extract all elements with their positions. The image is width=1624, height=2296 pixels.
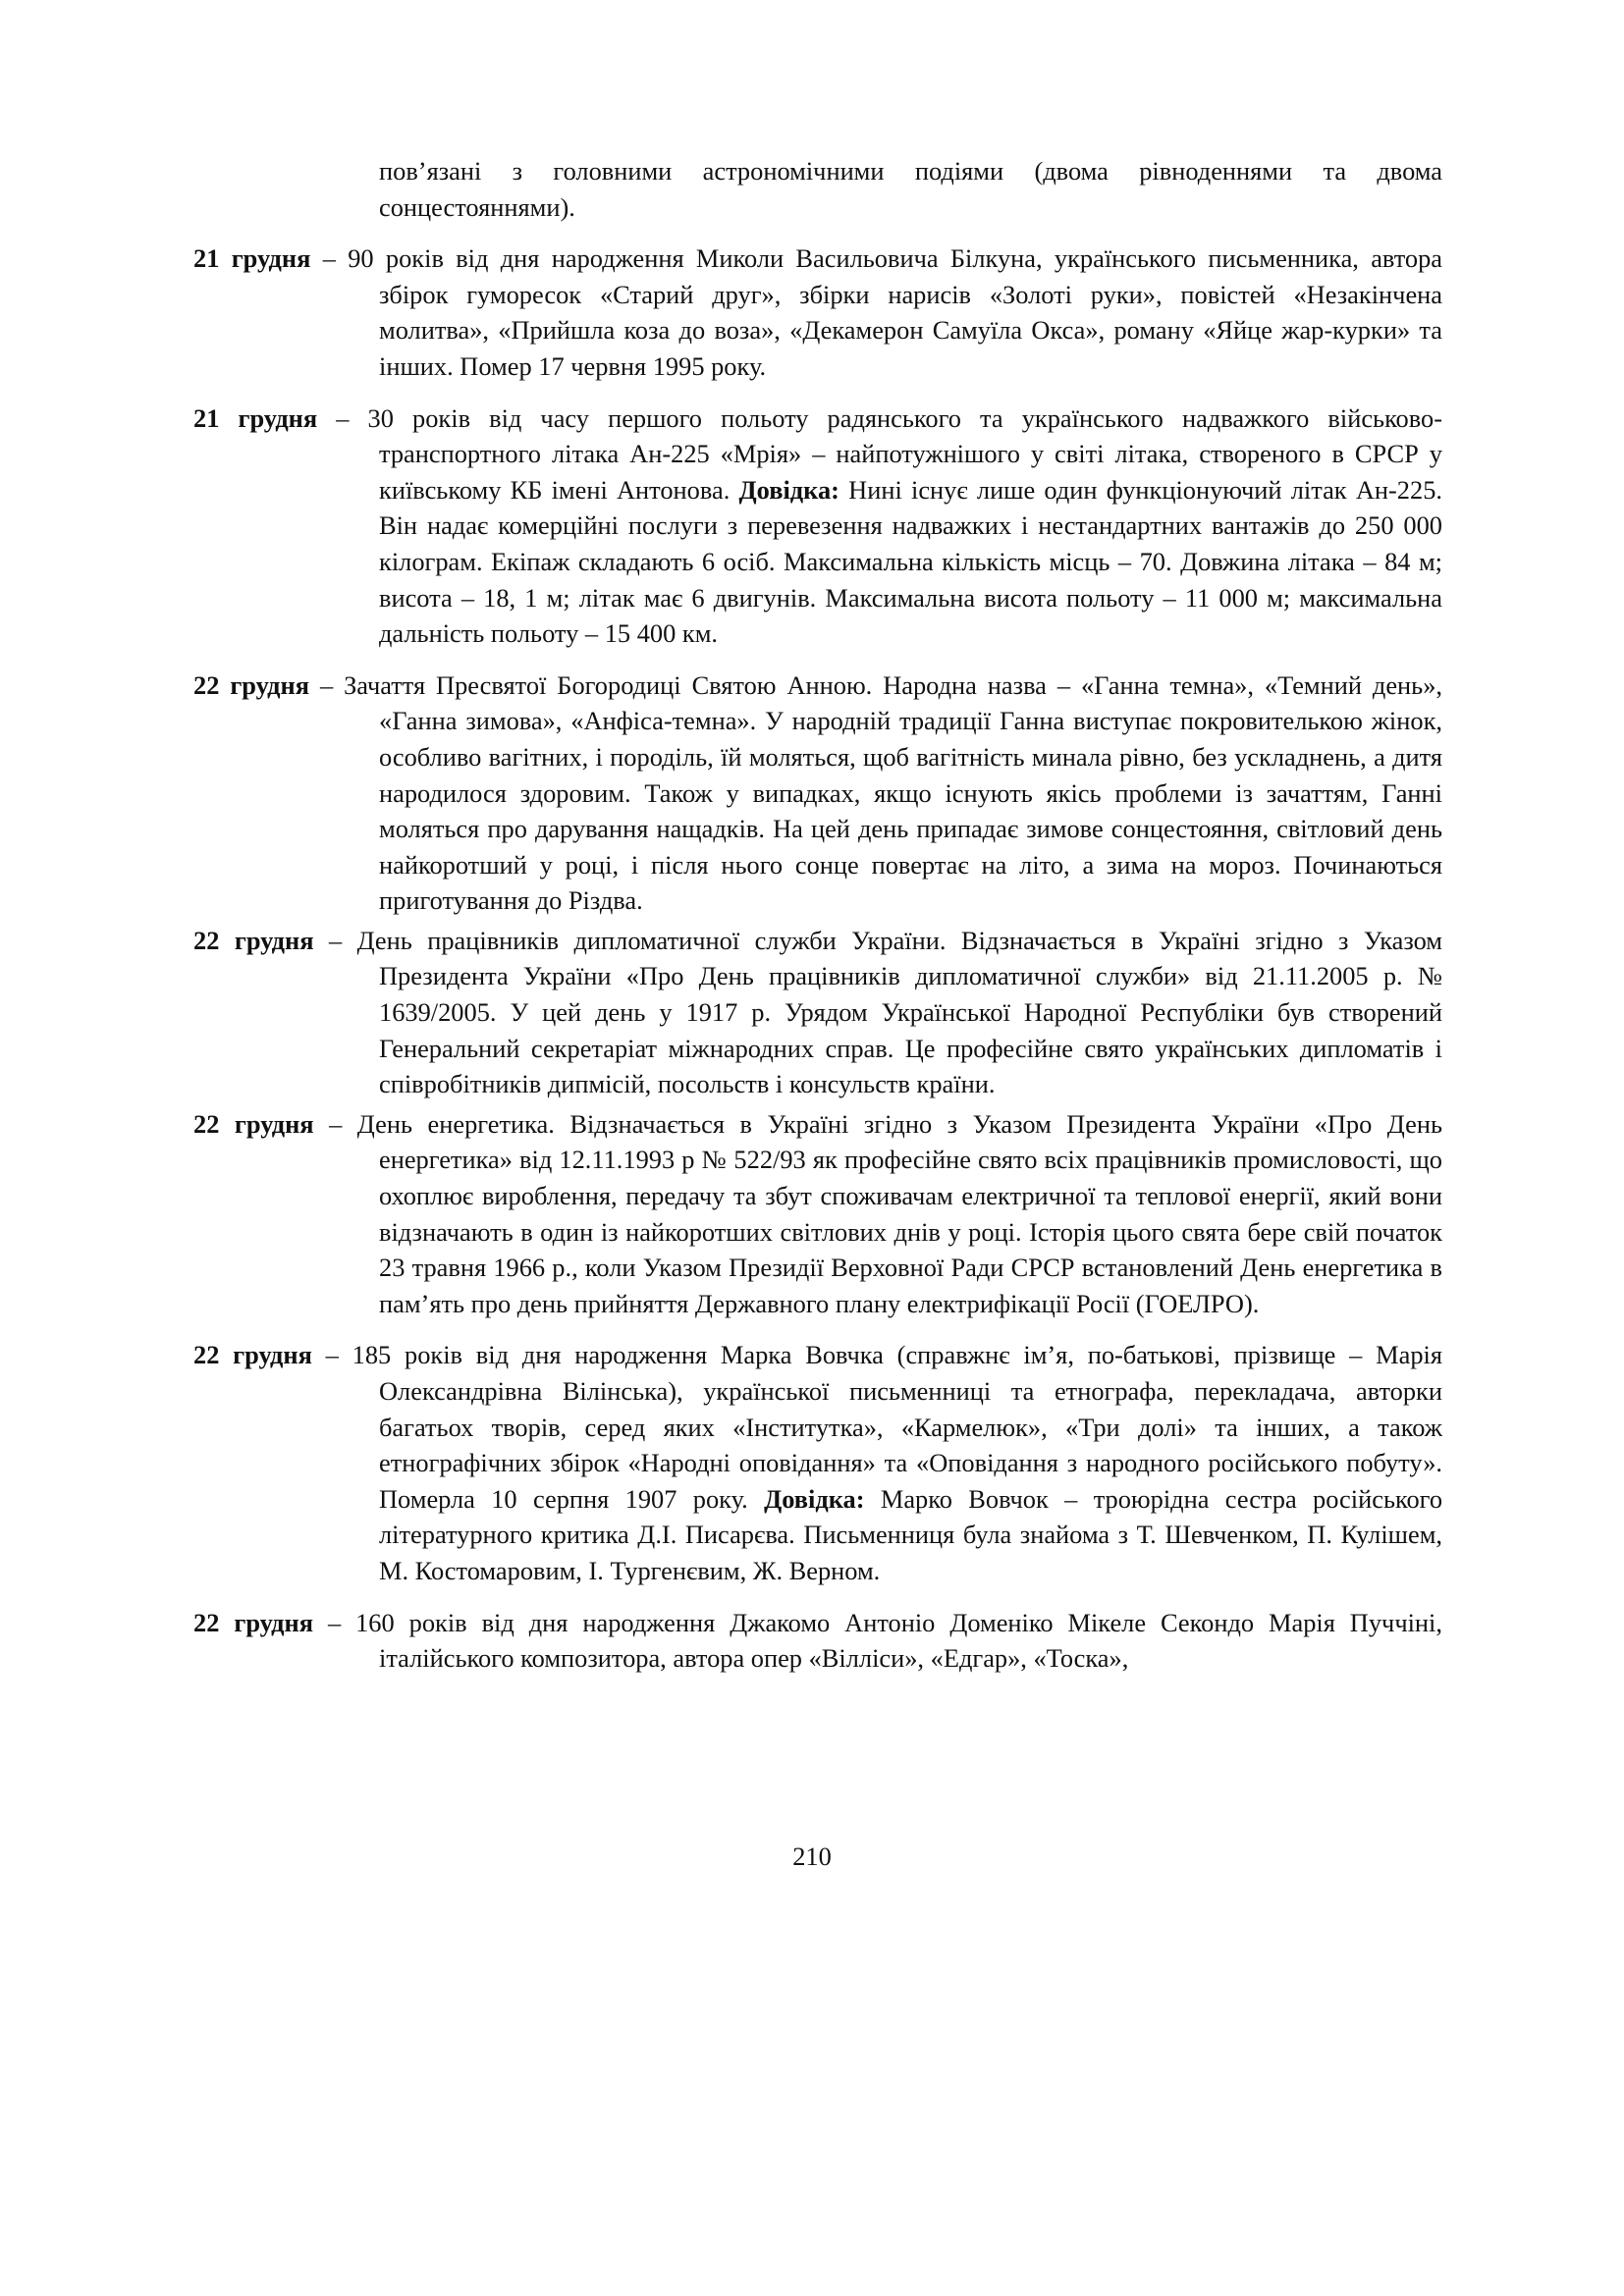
entry-4 [193, 923, 1442, 1102]
note-text: Нині існує лише один функціонуючий літак Ан-225. Він надає комерційні послуги з перевезення надважких і нестандартних вантажів до 250 000 кілограм. Екіпаж складають 6 осіб. Максимальна кількість місць – 70. Довжина літака – 84 м; висота – 18, 1 м; літак має 6 двигунів. Максимальна висота польоту – 11 000 м; максимальна дальність польоту – 15 400 км. [379, 474, 1442, 649]
entry-date: 22 грудня [193, 1340, 312, 1370]
entry-date: 22 грудня [193, 925, 314, 955]
continuation-paragraph: пов’язані з головними астрономічними подіями (двома рівноденнями та двома сонцестояннями). [379, 156, 1442, 222]
page-number: 210 [792, 1842, 832, 1871]
note-label: Довідка: [764, 1483, 865, 1514]
entry-date: 21 грудня [193, 243, 311, 274]
document-page [193, 153, 1442, 1677]
entry-text: – День енергетика. Відзначається в Україні згідно з Указом Президента України «Про День енергетика» від 12.11.1993 р № 522/93 як професійне свято всіх працівників промисловості, що охоплює вироблення, передачу та збут споживачам електричної та теплової енергії, який вони відзначають в один із найкоротших світлових днів у році. Історія цього свята бере свій початок 23 травня 1966 р., коли Указом Президії Верховної Ради СРСР встановлений День енергетика в пам’ять про день прийняття Державного плану електрифікації Росії (ГОЕЛРО). [313, 1108, 1442, 1318]
entry-3 [193, 667, 1442, 919]
entry-text: – 30 років від часу першого польоту радянського та українського надважкого військово-транспортного літака Ан-225 «Мрія» – найпотужнішого у світі літака, створеного в СРСР у київському КБ імені Антонова. [317, 402, 1443, 505]
entry-text: – 185 років від дня народження Марка Вовчка (справжнє ім’я, по-батькові, прізвище – Марія Олександрівна Вілінська), української письменниці та етнографа, перекладача, авторки багатьох творів, серед яких «Інститутка», «Кармелюк», «Три долі» та інших, а також етнографічних збірок «Народні оповідання» та «Оповідання з народного російського побуту». Померла 10 серпня 1907 року. [311, 1340, 1442, 1514]
note-label: Довідка: [738, 474, 839, 505]
entry-6 [193, 1337, 1442, 1588]
entry-1 [193, 240, 1442, 384]
entry-7 [193, 1605, 1442, 1677]
entry-text: – День працівників дипломатичної служби України. Відзначається в Україні згідно з Указом Президента України «Про День працівників дипломатичної служби» від 21.11.2005 р. № 1639/2005. У цей день у 1917 р. Урядом Української Народної Республіки був створений Генеральний секретаріат міжнародних справ. Це професійне свято українських дипломатів і співробітників дипмісій, посольств і консульств країни. [313, 925, 1442, 1099]
entry-text: – 160 років від дня народження Джакомо Антоніо Доменіко Мікеле Секондо Марія Пуччіні, італійського композитора, автора опер «Вілліси», «Едгар», «Тоска», [313, 1607, 1442, 1674]
entry-5 [193, 1106, 1442, 1322]
entry-text: – Зачаття Пресвятої Богородиці Святою Анною. Народна назва – «Ганна темна», «Темний день», «Ганна зимова», «Анфіса-темна». У народній традиції Ганна виступає покровителькою жінок, особливо вагітних, і породіль, їй моляться, щоб вагітність минала рівно, без ускладнень, а дитя народилося здоровим. Також у випадках, якщо існують якісь проблеми із зачаттям, Ганні моляться про дарування нащадків. На цей день припадає зимове сонцестояння, світловий день найкоротший у році, і після нього сонце повертає на літо, а зима на мороз. Починаються приготування до Різдва. [309, 669, 1443, 916]
entry-date: 22 грудня [193, 1108, 314, 1139]
entry-date: 22 грудня [193, 669, 310, 700]
entry-date: 21 грудня [193, 402, 318, 433]
entry-date: 22 грудня [193, 1607, 314, 1637]
note-text: Марко Вовчок – троюрідна сестра російського літературного критика Д.І. Писарєва. Письменниця була знайома з Т. Шевченком, П. Кулішем, М. Костомаровим, І. Тургенєвим, Ж. Верном. [379, 1483, 1443, 1585]
entry-2 [193, 400, 1442, 652]
entry-text: – 90 років від дня народження Миколи Васильовича Білкуна, українського письменника, автора збірок гуморесок «Старий друг», збірки нарисів «Золоті руки», повістей «Незакінчена молитва», «Прийшла коза до воза», «Декамерон Самуїла Окса», роману «Яйце жар-курки» та інших. Помер 17 червня 1995 року. [310, 243, 1443, 381]
